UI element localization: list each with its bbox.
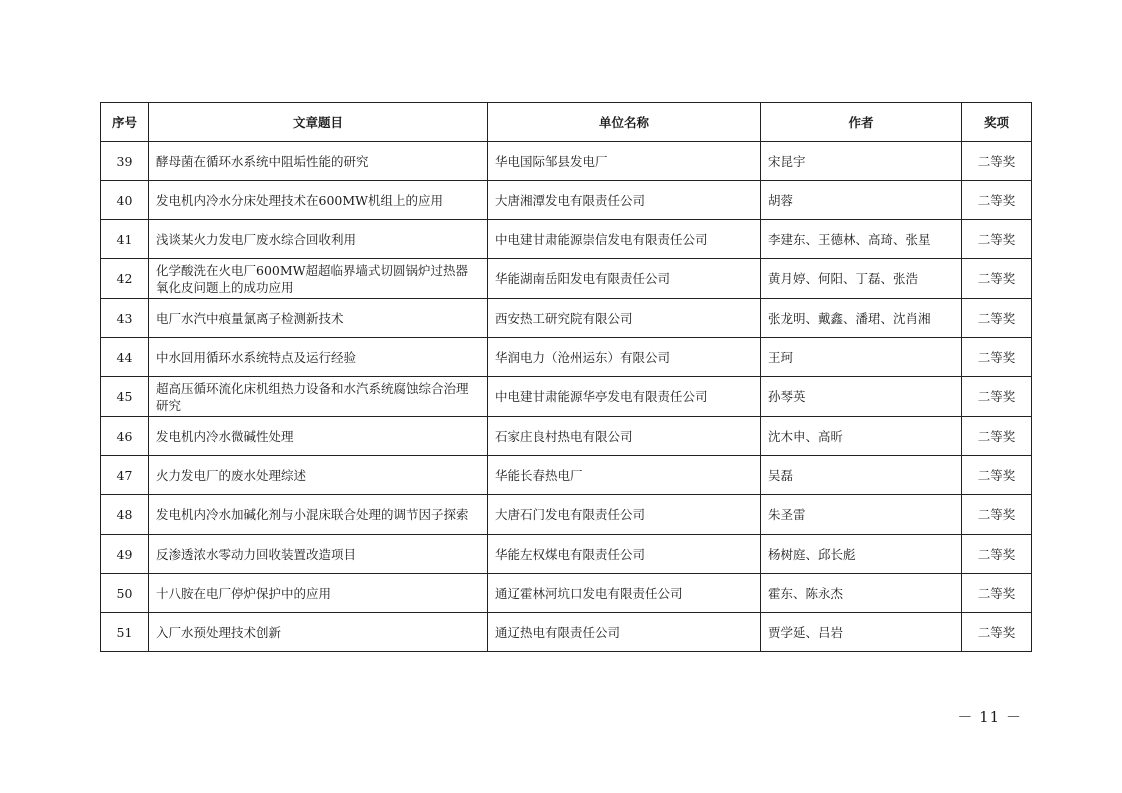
cell-author: 王珂 — [761, 338, 962, 377]
cell-no: 42 — [101, 259, 149, 299]
header-unit: 单位名称 — [488, 103, 761, 142]
cell-author: 胡蓉 — [761, 181, 962, 220]
table-row — [101, 142, 1032, 181]
header-title: 文章题目 — [149, 103, 488, 142]
cell-award: 二等奖 — [962, 142, 1032, 181]
cell-author: 孙琴英 — [761, 377, 962, 417]
header-award: 奖项 — [962, 103, 1032, 142]
cell-award: 二等奖 — [962, 495, 1032, 535]
cell-unit: 西安热工研究院有限公司 — [488, 299, 761, 338]
cell-unit: 华润电力（沧州运东）有限公司 — [488, 338, 761, 377]
cell-title: 中水回用循环水系统特点及运行经验 — [149, 338, 488, 377]
cell-award: 二等奖 — [962, 535, 1032, 574]
header-author: 作者 — [761, 103, 962, 142]
cell-award: 二等奖 — [962, 220, 1032, 259]
page-number: － 11 － — [957, 708, 1022, 726]
cell-no: 41 — [101, 220, 149, 259]
cell-award: 二等奖 — [962, 613, 1032, 652]
cell-no: 44 — [101, 338, 149, 377]
cell-author: 宋昆宇 — [761, 142, 962, 181]
cell-title: 发电机内冷水加碱化剂与小混床联合处理的调节因子探索 — [149, 495, 488, 535]
award-table — [100, 102, 1032, 652]
table-header — [101, 103, 1032, 142]
table-row — [101, 377, 1032, 417]
cell-title: 超高压循环流化床机组热力设备和水汽系统腐蚀综合治理研究 — [149, 377, 488, 417]
cell-title: 发电机内冷水分床处理技术在600MW机组上的应用 — [149, 181, 488, 220]
cell-title: 入厂水预处理技术创新 — [149, 613, 488, 652]
cell-no: 39 — [101, 142, 149, 181]
cell-award: 二等奖 — [962, 377, 1032, 417]
cell-award: 二等奖 — [962, 299, 1032, 338]
cell-no: 46 — [101, 417, 149, 456]
cell-award: 二等奖 — [962, 574, 1032, 613]
cell-unit: 中电建甘肃能源崇信发电有限责任公司 — [488, 220, 761, 259]
cell-award: 二等奖 — [962, 181, 1032, 220]
cell-title: 发电机内冷水微碱性处理 — [149, 417, 488, 456]
cell-author: 沈木申、高昕 — [761, 417, 962, 456]
table-row — [101, 259, 1032, 299]
table-row — [101, 456, 1032, 495]
cell-author: 杨树庭、邱长彪 — [761, 535, 962, 574]
cell-unit: 通辽热电有限责任公司 — [488, 613, 761, 652]
cell-no: 43 — [101, 299, 149, 338]
cell-no: 47 — [101, 456, 149, 495]
cell-unit: 华能湖南岳阳发电有限责任公司 — [488, 259, 761, 299]
table-row — [101, 495, 1032, 535]
cell-award: 二等奖 — [962, 259, 1032, 299]
table-row — [101, 181, 1032, 220]
table-row — [101, 574, 1032, 613]
cell-author: 贾学延、吕岩 — [761, 613, 962, 652]
header-no: 序号 — [101, 103, 149, 142]
cell-title: 酵母菌在循环水系统中阻垢性能的研究 — [149, 142, 488, 181]
cell-title: 浅谈某火力发电厂废水综合回收利用 — [149, 220, 488, 259]
cell-unit: 华能左权煤电有限责任公司 — [488, 535, 761, 574]
cell-no: 50 — [101, 574, 149, 613]
cell-unit: 华能长春热电厂 — [488, 456, 761, 495]
table-body — [101, 142, 1032, 652]
cell-no: 45 — [101, 377, 149, 417]
header-row — [101, 103, 1032, 142]
cell-title: 十八胺在电厂停炉保护中的应用 — [149, 574, 488, 613]
cell-award: 二等奖 — [962, 417, 1032, 456]
table-row — [101, 535, 1032, 574]
cell-no: 51 — [101, 613, 149, 652]
cell-unit: 大唐湘潭发电有限责任公司 — [488, 181, 761, 220]
cell-title: 反渗透浓水零动力回收装置改造项目 — [149, 535, 488, 574]
cell-award: 二等奖 — [962, 338, 1032, 377]
cell-no: 49 — [101, 535, 149, 574]
cell-no: 48 — [101, 495, 149, 535]
cell-unit: 大唐石门发电有限责任公司 — [488, 495, 761, 535]
cell-title: 电厂水汽中痕量氯离子检测新技术 — [149, 299, 488, 338]
table-row — [101, 613, 1032, 652]
cell-unit: 石家庄良村热电有限公司 — [488, 417, 761, 456]
cell-unit: 通辽霍林河坑口发电有限责任公司 — [488, 574, 761, 613]
cell-title: 火力发电厂的废水处理综述 — [149, 456, 488, 495]
cell-unit: 华电国际邹县发电厂 — [488, 142, 761, 181]
cell-unit: 中电建甘肃能源华亭发电有限责任公司 — [488, 377, 761, 417]
cell-title: 化学酸洗在火电厂600MW超超临界墙式切圆锅炉过热器氧化皮问题上的成功应用 — [149, 259, 488, 299]
cell-author: 朱圣雷 — [761, 495, 962, 535]
table-row — [101, 299, 1032, 338]
cell-author: 霍东、陈永杰 — [761, 574, 962, 613]
cell-no: 40 — [101, 181, 149, 220]
cell-author: 李建东、王德林、高琦、张星 — [761, 220, 962, 259]
table-row — [101, 220, 1032, 259]
table-row — [101, 338, 1032, 377]
cell-author: 张龙明、戴鑫、潘珺、沈肖湘 — [761, 299, 962, 338]
cell-award: 二等奖 — [962, 456, 1032, 495]
cell-author: 黄月婷、何阳、丁磊、张浩 — [761, 259, 962, 299]
cell-author: 吴磊 — [761, 456, 962, 495]
table-row — [101, 417, 1032, 456]
